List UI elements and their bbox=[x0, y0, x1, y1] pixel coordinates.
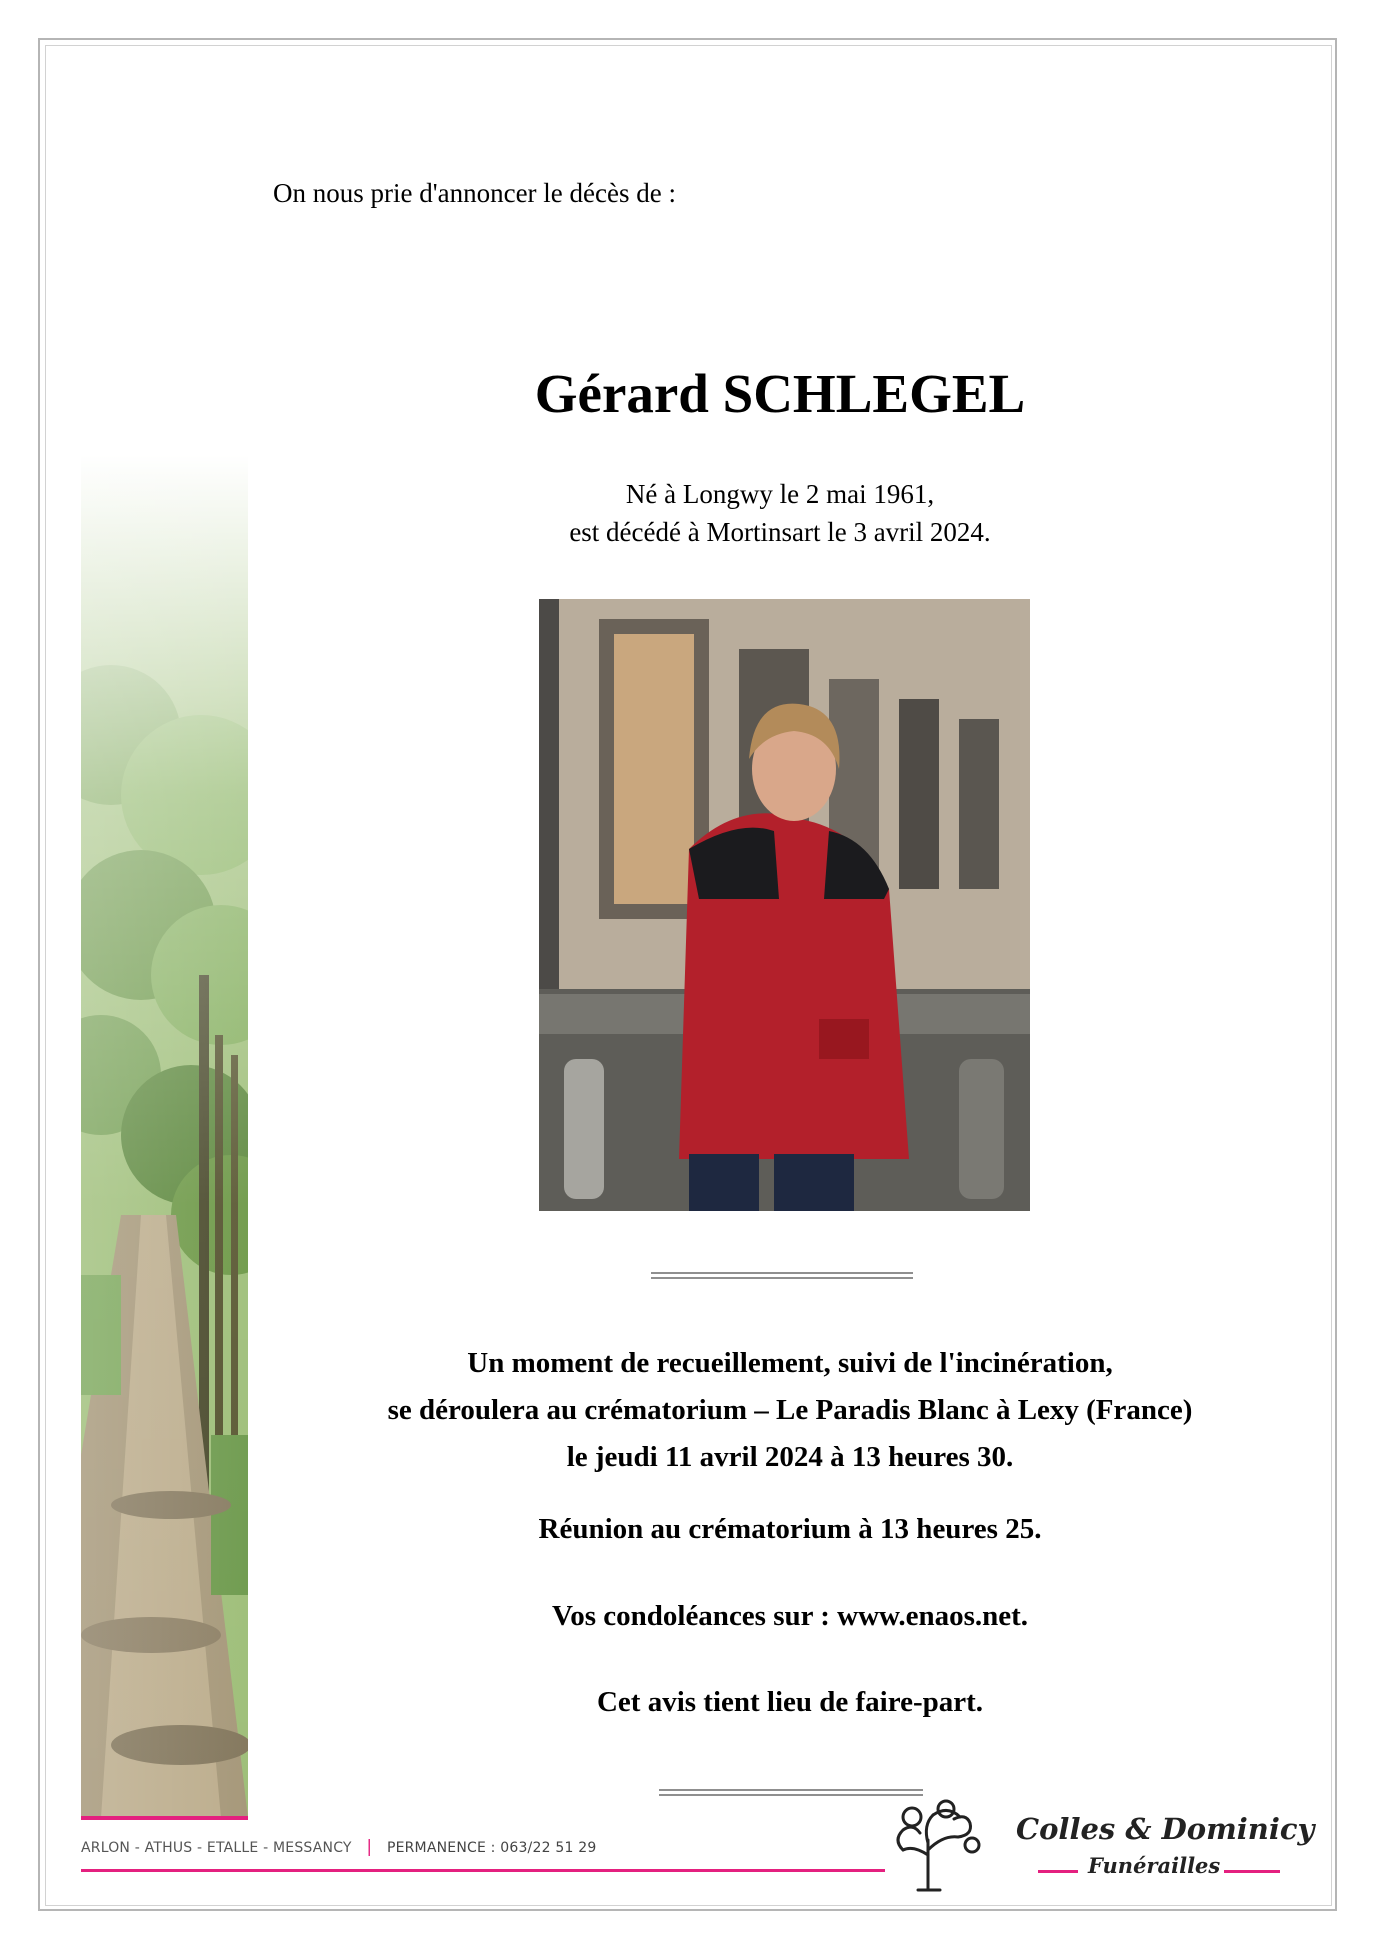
portrait-photo bbox=[539, 599, 1030, 1211]
brand-subtitle: Funérailles bbox=[1088, 1853, 1221, 1878]
death-line: est décédé à Mortinsart le 3 avril 2024. bbox=[569, 517, 991, 547]
divider-top bbox=[651, 1272, 913, 1279]
footer-separator: | bbox=[366, 1837, 373, 1857]
forest-accent-bar bbox=[81, 1816, 248, 1820]
footer-permanence: PERMANENCE : 063/22 51 29 bbox=[386, 1840, 597, 1856]
tree-icon bbox=[888, 1795, 1008, 1895]
ceremony-line-1: Un moment de recueillement, suivi de l'incinération, bbox=[467, 1347, 1113, 1379]
brand-name: Colles & Dominicy bbox=[1016, 1812, 1315, 1846]
ceremony-line-2: se déroulera au crématorium – Le Paradis Blanc à Lexy (France) bbox=[387, 1394, 1193, 1426]
footer-accent-line bbox=[81, 1869, 885, 1872]
ceremony-details bbox=[300, 1340, 1280, 1481]
condolences-info: Vos condoléances sur : www.enaos.net. bbox=[551, 1600, 1029, 1632]
meeting-info: Réunion au crématorium à 13 heures 25. bbox=[538, 1513, 1042, 1545]
life-dates bbox=[440, 475, 1120, 551]
forest-path-image bbox=[81, 455, 248, 1818]
notice-text: Cet avis tient lieu de faire-part. bbox=[596, 1686, 984, 1718]
ceremony-line-3: le jeudi 11 avril 2024 à 13 heures 30. bbox=[566, 1441, 1014, 1473]
divider-bottom bbox=[659, 1789, 923, 1796]
brand-line-left bbox=[1038, 1870, 1078, 1873]
deceased-name: Gérard SCHLEGEL bbox=[534, 363, 1026, 424]
birth-line: Né à Longwy le 2 mai 1961, bbox=[625, 479, 935, 509]
intro-text: On nous prie d'annoncer le décès de : bbox=[273, 178, 676, 208]
brand-line-right bbox=[1224, 1870, 1280, 1873]
footer-locations: ARLON - ATHUS - ETALLE - MESSANCY bbox=[81, 1840, 352, 1856]
footer-contact bbox=[81, 1837, 596, 1857]
